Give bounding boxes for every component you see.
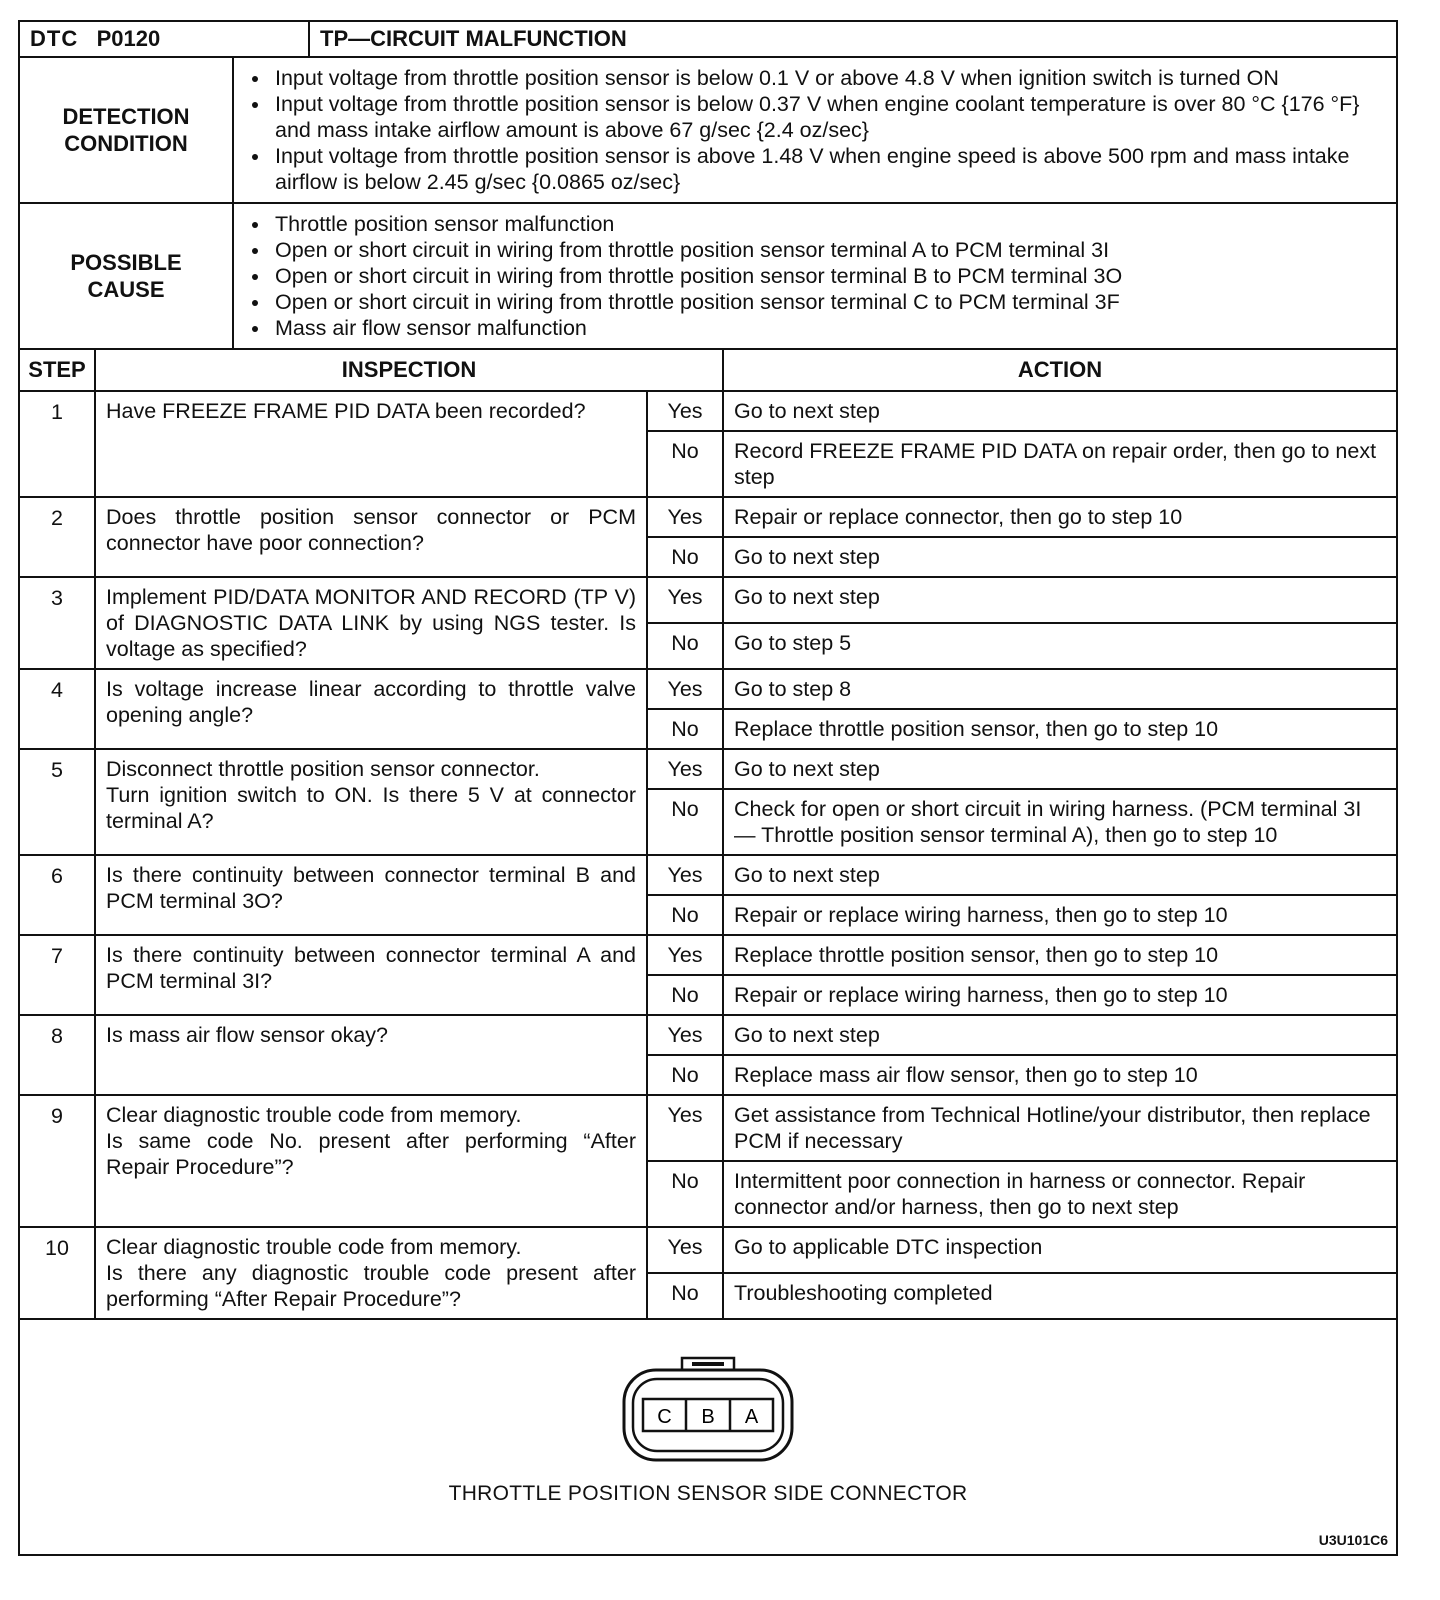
step-row-yes	[19, 669, 1397, 709]
action-no: Check for open or short circuit in wiring harness. (PCM terminal 3I — Throttle position sensor terminal A), then go to step 10	[723, 789, 1397, 855]
step-inspection: Clear diagnostic trouble code from memory. Is same code No. present after performing “After Repair Procedure”?	[95, 1095, 647, 1227]
step-number: 2	[19, 497, 95, 577]
action-no: Go to next step	[723, 537, 1397, 577]
step-inspection: Is mass air flow sensor okay?	[95, 1015, 647, 1095]
cause-item: • Open or short circuit in wiring from throttle position sensor terminal A to PCM terminal 3I	[271, 237, 1385, 263]
terminal-c-label: C	[657, 1406, 672, 1428]
action-yes: Go to next step	[723, 749, 1397, 789]
detection-items-cell	[233, 57, 1397, 203]
step-inspection: Is there continuity between connector terminal B and PCM terminal 3O?	[95, 855, 647, 935]
step-inspection: Have FREEZE FRAME PID DATA been recorded?	[95, 391, 647, 497]
step-number: 4	[19, 669, 95, 749]
action-no: Replace throttle position sensor, then go to step 10	[723, 709, 1397, 749]
step-inspection: Implement PID/DATA MONITOR AND RECORD (TP V) of DIAGNOSTIC DATA LINK by using NGS tester. Is voltage as specified?	[95, 577, 647, 669]
answer-yes: Yes	[647, 669, 723, 709]
action-yes: Go to applicable DTC inspection	[723, 1227, 1397, 1273]
action-no: Go to step 5	[723, 623, 1397, 669]
step-number: 10	[19, 1227, 95, 1319]
action-no: Replace mass air flow sensor, then go to step 10	[723, 1055, 1397, 1095]
dtc-sheet	[18, 20, 1398, 1556]
detection-item: • Input voltage from throttle position sensor is above 1.48 V when engine speed is above 500 rpm and mass intake airflow is below 2.45 g/sec {0.0865 oz/sec}	[271, 143, 1385, 195]
answer-yes: Yes	[647, 1227, 723, 1273]
detection-item: • Input voltage from throttle position sensor is below 0.37 V when engine coolant temperature is over 80 °C {176 °F} and mass intake airflow amount is above 67 g/sec {2.4 oz/sec}	[271, 91, 1385, 143]
answer-no: No	[647, 789, 723, 855]
detection-label-line1: DETECTION	[62, 104, 190, 129]
detection-label	[19, 57, 233, 203]
action-yes: Get assistance from Technical Hotline/your distributor, then replace PCM if necessary	[723, 1095, 1397, 1161]
action-no: Intermittent poor connection in harness or connector. Repair connector and/or harness, then go to next step	[723, 1161, 1397, 1227]
cause-row	[19, 203, 1397, 349]
step-row-yes	[19, 855, 1397, 895]
figure-table	[18, 1318, 1398, 1556]
answer-no: No	[647, 1055, 723, 1095]
cause-label-line2: CAUSE	[87, 277, 165, 302]
step-number: 8	[19, 1015, 95, 1095]
column-step: STEP	[19, 349, 95, 391]
answer-no: No	[647, 537, 723, 577]
connector-diagram	[620, 1356, 796, 1464]
step-inspection: Clear diagnostic trouble code from memory. Is there any diagnostic trouble code present after performing “After Repair Procedure”?	[95, 1227, 647, 1319]
dtc-title: TP—CIRCUIT MALFUNCTION	[309, 21, 1397, 57]
step-row-yes	[19, 497, 1397, 537]
step-row-yes	[19, 749, 1397, 789]
answer-yes: Yes	[647, 749, 723, 789]
answer-no: No	[647, 709, 723, 749]
connector-figure	[19, 1319, 1397, 1555]
cause-list	[235, 205, 1395, 347]
dtc-header-table	[18, 20, 1398, 350]
answer-yes: Yes	[647, 497, 723, 537]
action-no: Repair or replace wiring harness, then go to step 10	[723, 895, 1397, 935]
cause-item: • Throttle position sensor malfunction	[271, 211, 1385, 237]
step-number: 6	[19, 855, 95, 935]
action-yes: Go to next step	[723, 1015, 1397, 1055]
detection-list	[235, 59, 1395, 201]
step-inspection: Disconnect throttle position sensor connector. Turn ignition switch to ON. Is there 5 V at connector terminal A?	[95, 749, 647, 855]
cause-item: • Open or short circuit in wiring from throttle position sensor terminal C to PCM terminal 3F	[271, 289, 1385, 315]
action-yes: Replace throttle position sensor, then go to step 10	[723, 935, 1397, 975]
answer-no: No	[647, 623, 723, 669]
step-number: 7	[19, 935, 95, 1015]
answer-no: No	[647, 1273, 723, 1319]
step-inspection: Does throttle position sensor connector or PCM connector have poor connection?	[95, 497, 647, 577]
action-yes: Repair or replace connector, then go to step 10	[723, 497, 1397, 537]
step-inspection: Is voltage increase linear according to throttle valve opening angle?	[95, 669, 647, 749]
detection-row	[19, 57, 1397, 203]
cause-item: • Open or short circuit in wiring from throttle position sensor terminal B to PCM terminal 3O	[271, 263, 1385, 289]
action-yes: Go to next step	[723, 577, 1397, 623]
step-number: 5	[19, 749, 95, 855]
dtc-code-label: DTC	[30, 26, 79, 51]
terminal-a-label: A	[744, 1406, 759, 1428]
answer-yes: Yes	[647, 577, 723, 623]
action-yes: Go to next step	[723, 391, 1397, 431]
figure-caption: THROTTLE POSITION SENSOR SIDE CONNECTOR	[448, 1482, 968, 1505]
dtc-header-row	[19, 21, 1397, 57]
detection-item: • Input voltage from throttle position sensor is below 0.1 V or above 4.8 V when ignition switch is turned ON	[271, 65, 1385, 91]
inspection-table	[18, 348, 1398, 1320]
answer-yes: Yes	[647, 391, 723, 431]
figure-id: U3U101C6	[1318, 1532, 1388, 1548]
dtc-code-cell	[19, 21, 309, 57]
action-no: Record FREEZE FRAME PID DATA on repair order, then go to next step	[723, 431, 1397, 497]
action-yes: Go to step 8	[723, 669, 1397, 709]
column-action: ACTION	[723, 349, 1397, 391]
answer-no: No	[647, 1161, 723, 1227]
dtc-code: P0120	[96, 26, 161, 51]
step-row-yes	[19, 577, 1397, 623]
cause-items-cell	[233, 203, 1397, 349]
column-inspection: INSPECTION	[95, 349, 723, 391]
step-row-yes	[19, 1015, 1397, 1055]
terminal-b-label: B	[701, 1406, 715, 1428]
steps-body	[19, 391, 1397, 1319]
action-no: Repair or replace wiring harness, then go to step 10	[723, 975, 1397, 1015]
answer-yes: Yes	[647, 935, 723, 975]
action-no: Troubleshooting completed	[723, 1273, 1397, 1319]
step-row-yes	[19, 1227, 1397, 1273]
step-inspection: Is there continuity between connector terminal A and PCM terminal 3I?	[95, 935, 647, 1015]
figure-row	[19, 1319, 1397, 1555]
answer-yes: Yes	[647, 1015, 723, 1055]
answer-yes: Yes	[647, 855, 723, 895]
inspection-header-row	[19, 349, 1397, 391]
action-yes: Go to next step	[723, 855, 1397, 895]
detection-label-line2: CONDITION	[64, 131, 188, 156]
answer-no: No	[647, 895, 723, 935]
cause-label-line1: POSSIBLE	[70, 250, 182, 275]
step-number: 9	[19, 1095, 95, 1227]
step-number: 1	[19, 391, 95, 497]
step-number: 3	[19, 577, 95, 669]
cause-item: • Mass air flow sensor malfunction	[271, 315, 1385, 341]
answer-no: No	[647, 975, 723, 1015]
step-row-yes	[19, 391, 1397, 431]
cause-label	[19, 203, 233, 349]
answer-no: No	[647, 431, 723, 497]
connector-latch-slot	[692, 1362, 724, 1366]
answer-yes: Yes	[647, 1095, 723, 1161]
step-row-yes	[19, 1095, 1397, 1161]
step-row-yes	[19, 935, 1397, 975]
